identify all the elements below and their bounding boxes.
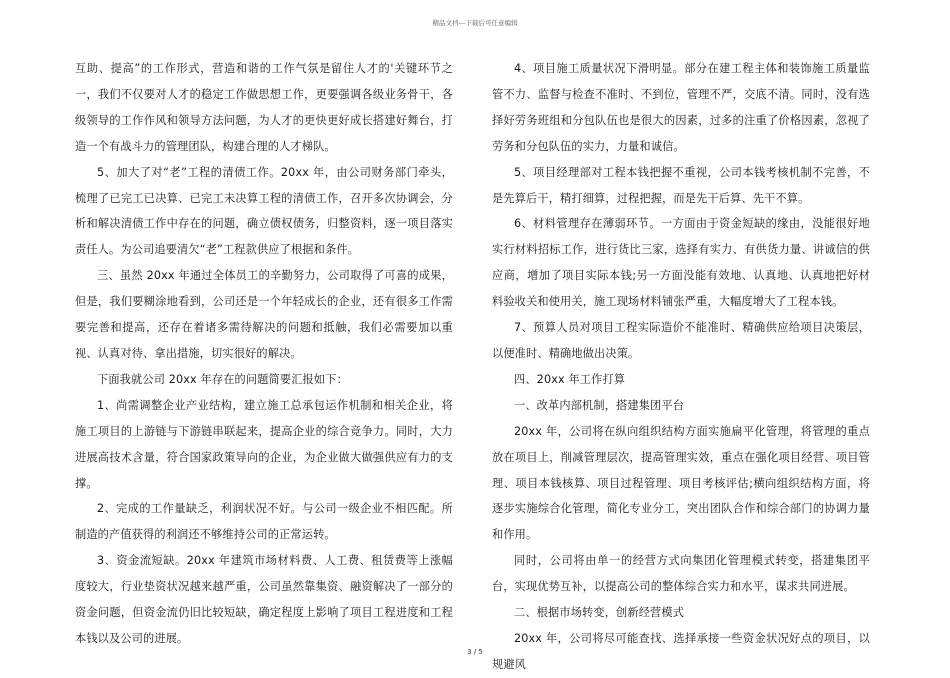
paragraph-left-4: 下面我就公司 20xx 年存在的问题简要汇报如下： <box>97 372 348 386</box>
paragraph-right-6: 同时，公司将由单一的经营方式向集团化管理模式转变，搭建集团平台，实现优势互补，以提高公司的整体综合实力和水平，谋求共同进展。 <box>492 554 870 594</box>
page-number: 3 / 5 <box>467 648 483 656</box>
paragraph-left-1: 互助、提高”的工作形式，营造和谐的工作气氛是留住人才的'关键环节之一，我们不仅要对人才的稳定工作做思想工作，更要强调各级业务骨干，各级领导的工作作风和领导方法问题，为人才的更快更好成长搭建好舞台，打造一个有战斗力的管理团队，构建合理的人才梯队。 <box>75 62 453 153</box>
paragraph-right-2: 5、项目经理部对工程本钱把握不重视，公司本钱考核机制不完善，不是先算后干，精打细算，过程把握，而是先干后算、先干不算。 <box>492 165 870 205</box>
paragraph-left-7: 3、资金流短缺。20xx 年建筑市场材料费、人工费、租赁费等上涨幅度较大，行业垫资状况越来越严重，公司虽然靠集资、融资解决了一部分的资金问题，但资金流仍旧比较短缺，确定程度上影响了项目工程进度和工程本钱以及公司的进展。 <box>75 554 453 645</box>
subheading-reform: 一、改革内部机制，搭建集团平台 <box>514 398 685 412</box>
paragraph-right-7: 20xx 年，公司将尽可能查找、选择承接一些资金状况好点的项目，以规避风 <box>492 631 870 671</box>
page-header: 精品文档---下载后可任意编辑 <box>432 19 518 27</box>
section-heading-plan: 四、20xx 年工作打算 <box>514 372 626 386</box>
paragraph-left-2: 5、加大了对“老”工程的清债工作。20xx 年，由公司财务部门牵头，梳理了已完工已决算、已完工未决算工程的清债工作，召开多次协调会，分析和解决清债工作中存在的问题，确立债权债务，归整资料，逐一项目落实责任人。为公司追要清欠“老”工程款供应了根据和条件。 <box>75 165 453 257</box>
paragraph-left-5: 1、尚需调整企业产业结构，建立施工总承包运作机制和相关企业，将施工项目的上游链与下游链串联起来，提高企业的综合竞争力。同时，大力进展高技术含量，符合国家政策导向的企业，为企业做大做强供应有力的支撑。 <box>75 398 453 490</box>
paragraph-right-1: 4、项目施工质量状况下滑明显。部分在建工程主体和装饰施工质量监管不力、监督与检查不准时、不到位，管理不严，交底不清。同时，没有选择好劳务班组和分包队伍也是很大的因素，过多的注重了价格因素，忽视了劳务和分包队伍的实力，力量和诚信。 <box>492 62 870 153</box>
paragraph-left-3: 三、虽然 20xx 年通过全体员工的辛勤努力，公司取得了可喜的成果，但是，我们要糊涂地看到，公司还是一个年轻成长的企业，还有很多工作需要完善和提高，还存在着诸多需待解决的问题和抵触，我们必需要加以重视、认真对待、拿出措施，切实很好的解决。 <box>75 269 453 360</box>
subheading-market: 二、根据市场转变，创新经营模式 <box>514 606 685 620</box>
left-column <box>75 56 453 652</box>
paragraph-left-6: 2、完成的工作量缺乏，利润状况不好。与公司一级企业不相匹配。所制造的产值获得的利润还不够维持公司的正常运转。 <box>75 502 453 542</box>
paragraph-right-5: 20xx 年，公司将在纵向组织结构方面实施扁平化管理，将管理的重点放在项目上，削减管理层次，提高管理实效，重点在强化项目经营、项目管理、项目本钱核算、项目过程管理、项目考核评估;横向组织结构方面，将逐步实施综合化管理，简化专业分工，突出团队合作和综合部门的协调力量和作用。 <box>492 424 870 542</box>
paragraph-right-4: 7、预算人员对项目工程实际造价不能准时、精确供应给项目决策层，以便准时、精确地做出决策。 <box>492 321 870 360</box>
paragraph-right-3: 6、材料管理存在薄弱环节。一方面由于资金短缺的缘由，没能很好地实行材料招标工作，进行货比三家，选择有实力、有供货力量、讲诚信的供应商，增加了项目实际本钱;另一方面没能有效地、认真地、认真地把好材料验收关和使用关，施工现场材料铺张严重，大幅度增大了工程本钱。 <box>492 217 870 309</box>
right-column <box>492 56 870 678</box>
